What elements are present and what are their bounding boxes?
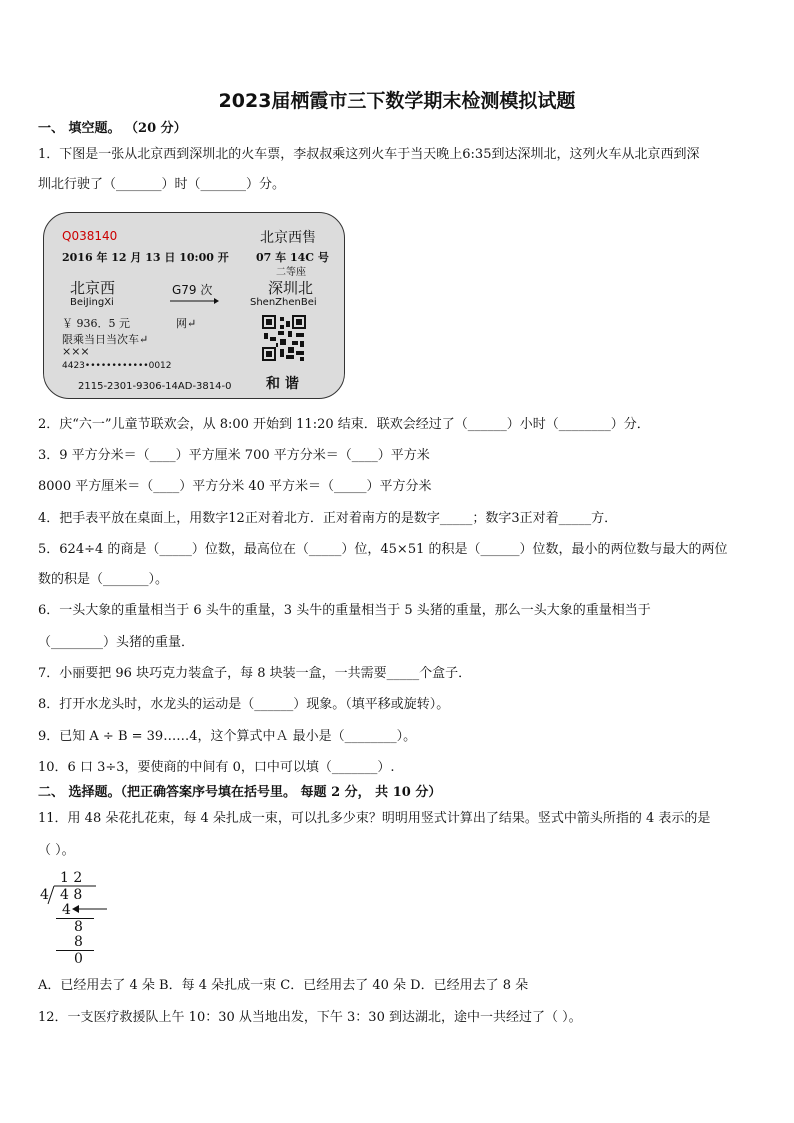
ticket-train: G79 次 (172, 283, 213, 297)
ticket-seller: 北京西售 (260, 230, 316, 246)
ticket-from-pinyin: BeiJingXi (70, 297, 114, 308)
question-11-options: A．已经用去了 4 朵 B．每 4 朵扎成一束 C．已经用去了 40 朵 D．已经用去了 8 朵 (38, 978, 529, 993)
division-step-4: 4 (62, 902, 71, 918)
question-8: 8．打开水龙头时，水龙头的运动是（______）现象。（填平移或旋转）。 (38, 697, 450, 712)
question-6-line-1: 6．一头大象的重量相当于 6 头牛的重量，3 头牛的重量相当于 5 头猪的重量，那么一头大象的重量相当于 (38, 603, 651, 618)
question-2: 2．庆“六一”儿童节联欢会，从 8:00 开始到 11:20 结束．联欢会经过了（______）小时（________）分． (38, 417, 650, 432)
section-fill-in-heading: 一、 填空题。 （20 分） (38, 121, 187, 136)
question-11-line-2: （ ）。 (38, 843, 75, 858)
division-dividend: 4 8 (60, 887, 83, 903)
ticket-id: Q038140 (62, 229, 118, 243)
ticket-seat: 07 车 14C 号 (256, 251, 329, 264)
ticket-price: ￥ 936．5 元 (62, 317, 130, 330)
left-arrow-icon (72, 904, 108, 914)
division-quotient: 1 2 (60, 870, 83, 886)
question-5-line-1: 5．624÷4 的商是（_____）位数，最高位在（_____）位，45×51 的积是（______）位数，最小的两位数与最大的两位 (38, 542, 728, 557)
question-3-line-2: 8000 平方厘米＝（____）平方分米 40 平方米＝（_____）平方分米 (38, 479, 432, 494)
ticket-net: 网↵ (176, 317, 197, 330)
ticket-class: 二等座 (276, 267, 306, 278)
division-step-8a: 8 (74, 919, 83, 935)
question-7: 7．小丽要把 96 块巧克力装盒子，每 8 块装一盒，一共需要_____个盒子． (38, 666, 472, 681)
question-9: 9．已知 A ÷ B = 39……4，这个算式中Ａ 最小是（________）。 (38, 729, 417, 744)
question-6-line-2: （________）头猪的重量． (38, 635, 195, 650)
ticket-brand: 和 谐 (266, 376, 299, 392)
question-4: 4．把手表平放在桌面上，用数字12正对着北方．正对着南方的是数字_____；数字3正对着_____方． (38, 511, 618, 526)
ticket-to-pinyin: ShenZhenBei (250, 297, 317, 308)
ticket-name: ××× (62, 345, 90, 358)
long-division (36, 868, 116, 968)
ticket-from: 北京西 (70, 279, 116, 297)
division-step-8b: 8 (74, 934, 83, 950)
question-3-line-1: 3．9 平方分米＝（____）平方厘米 700 平方分米＝（____）平方米 (38, 448, 430, 463)
division-remainder: 0 (74, 951, 83, 967)
ticket-to: 深圳北 (268, 279, 314, 297)
right-arrow-icon (168, 297, 220, 305)
question-12: 12．一支医疗救援队上午 10：30 从当地出发，下午 3：30 到达湖北，途中一共经过了（ ）。 (38, 1010, 582, 1025)
question-10: 10．6 口 3÷3，要使商的中间有 0，口中可以填（_______）. (38, 760, 395, 775)
ticket-id-number: 4423••••••••••••0012 (62, 361, 172, 371)
train-ticket (43, 212, 345, 399)
ticket-serial: 2115-2301-9306-14AD-3814-0 (78, 381, 232, 392)
question-1-line-1: 1．下图是一张从北京西到深圳北的火车票，李叔叔乘这列火车于当天晚上6:35到达深圳北，这列火车从北京西到深 (38, 147, 700, 162)
page-title: 2023届栖霞市三下数学期末检测模拟试题 (218, 90, 576, 112)
question-11-line-1: 11．用 48 朵花扎花束，每 4 朵扎成一束，可以扎多少束？明明用竖式计算出了结果。竖式中箭头所指的 4 表示的是 (38, 811, 711, 826)
question-5-line-2: 数的积是（_______）。 (38, 572, 169, 587)
division-divisor: 4 (40, 887, 49, 903)
qr-code-icon (262, 315, 306, 361)
question-1-line-2: 圳北行驶了（_______）时（_______）分。 (38, 177, 286, 192)
section-choice-heading: 二、 选择题。（把正确答案序号填在括号里。 每题 2 分， 共 10 分） (38, 785, 442, 800)
ticket-limit: 限乘当日当次车↵ (62, 333, 149, 346)
ticket-datetime: 2016 年 12 月 13 日 10:00 开 (62, 251, 229, 264)
